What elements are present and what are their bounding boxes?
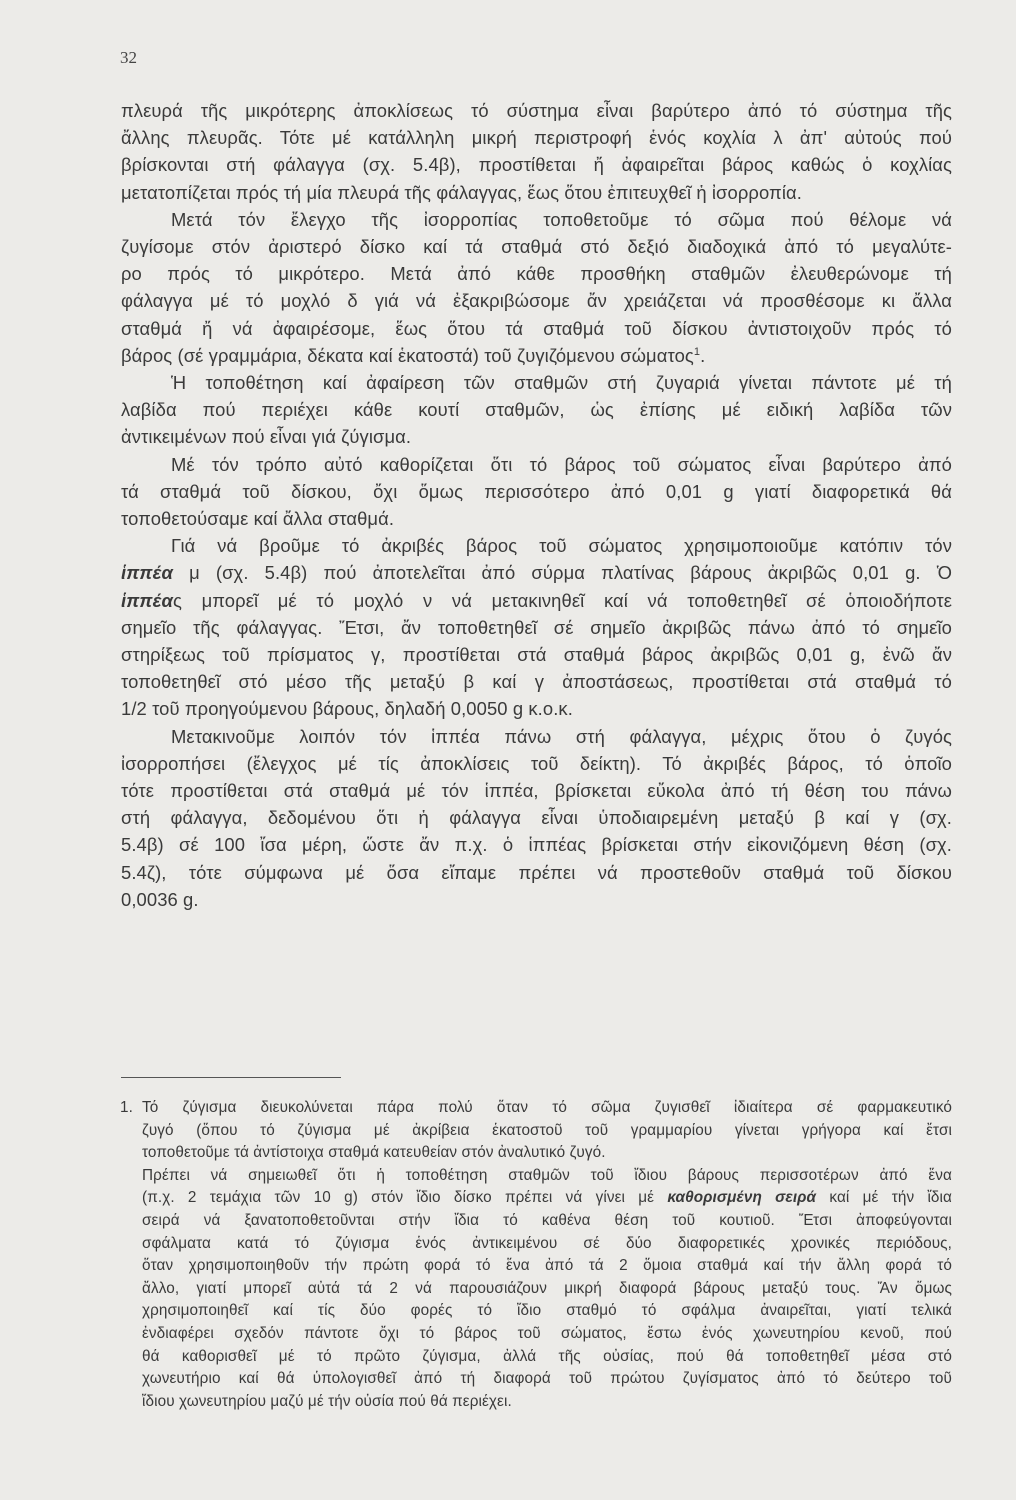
text-line: Μέ τόν τρόπο αὐτό καθορίζεται ὅτι τό βάρος τοῦ σώματος εἶναι βαρύτερο ἀπό [171,453,952,475]
text-line: στή φάλαγγα, δεδομένου ὅτι ἡ φάλαγγα εἶναι ὑποδιαιρεμένη μεταξύ β καί γ (σχ. [121,807,952,829]
footnote-line: Τό ζύγισμα διευκολύνεται πάρα πολύ ὅταν τό σῶμα ζυγισθεῖ ἰδιαίτερα σέ φαρμακευτικό [142,1099,952,1116]
footnote-line: Πρέπει νά σημειωθεῖ ὅτι ἡ τοποθέτηση σταθμῶν τοῦ ἴδιου βάρους περισσοτέρων ἀπό ἕνα [142,1166,952,1184]
text-line: 0,0036 g. [121,888,199,910]
paragraph [121,97,952,206]
text-line: ἱππέας μπορεῖ μέ τό μοχλό ν νά μετακινηθεῖ καί νά τοποθετηθεῖ σέ ὁποιοδήποτε [121,589,952,611]
text-line: τότε προστίθεται στά σταθμά μέ τόν ἱππέα, βρίσκεται εὔκολα ἀπό τή θέση του πάνω [121,780,952,802]
footnote-line: σειρά νά ξανατοποθετοῦνται στήν ἴδια τό καθένα θέση τοῦ κουτιοῦ. Ἔτσι ἀποφεύγονται [142,1211,952,1229]
footnote-line: ἐνδιαφέρει σχεδόν πάντοτε ὄχι τό βάρος τοῦ σώματος, ἔστω ἑνός χωνευτηρίου κενοῦ, πού [142,1324,952,1342]
emphasized-term: ἱππέα [121,589,173,611]
body-text [121,97,952,913]
text-line: ἱππέα μ (σχ. 5.4β) πού ἀποτελεῖται ἀπό σύρμα πλατίνας βάρους ἀκριβῶς 0,01 g. Ὁ [121,562,952,584]
text-line: βρίσκονται στή φάλαγγα (σχ. 5.4β), προστίθεται ἤ ἀφαιρεῖται βάρος καθώς ὁ κοχλίας [121,154,952,176]
text-line: πλευρά τῆς μικρότερης ἀποκλίσεως τό σύστημα εἶναι βαρύτερο ἀπό τό σύστημα τῆς [121,100,952,121]
text-line: ἄλλης πλευρᾶς. Τότε μέ κατάλληλη μικρή περιστροφή ἑνός κοχλία λ ἀπ' αὐτούς πού [121,127,952,149]
paragraph [121,723,952,913]
footnote-paragraph [142,1165,952,1414]
paragraph [121,451,952,533]
text-line: τά σταθμά τοῦ δίσκου, ὄχι ὅμως περισσότερο ἀπό 0,01 g γιατί διαφορετικά θά [121,480,952,502]
text-line: Μετά τόν ἔλεγχο τῆς ἰσορροπίας τοποθετοῦμε τό σῶμα πού θέλομε νά [171,208,952,230]
text-line: σταθμά ἤ νά ἀφαιρέσομε, ἕως ὅτου τά σταθμά τοῦ δίσκου ἀντιστοιχοῦν πρός τό [121,317,952,339]
footnote-line: χρησιμοποιηθεῖ καί τίς δύο φορές τό ἴδιο σταθμό τό σφάλμα ἀναιρεῖται, γιατί τελικά [142,1302,952,1320]
footnote-line: ἄλλο, γιατί μπορεῖ αὐτά τά 2 νά παρουσιάζουν μικρή διαφορά βάρους μεταξύ τους. Ἄν ὅμως [142,1279,952,1297]
footnote-line: ἴδιου χωνευτηρίου μαζύ μέ τήν οὐσία πού θά περιέχει. [142,1392,512,1410]
text-line: σημεῖο τῆς φάλαγγας. Ἔτσι, ἄν τοποθετηθεῖ σέ σημεῖο ἀκριβῶς πάνω ἀπό τό σημεῖο [121,616,952,638]
footnote-line: σφάλματα κατά τό ζύγισμα ἑνός ἀντικειμένου σέ δύο διαφορετικές χρονικές περιόδους, [142,1234,952,1252]
text-line: 5.4β) σέ 100 ἴσα μέρη, ὥστε ἄν π.χ. ὁ ἱππέας βρίσκεται στήν εἰκονιζόμενη θέση (σχ. [121,834,952,856]
footnote-line: θά καθορισθεῖ μέ τό πρῶτο ζύγισμα, ἀλλά τῆς οὐσίας, πού θά τοποθετηθεῖ μέσα στό [142,1347,952,1365]
page-number: 32 [120,48,137,67]
footnote-marker: 1. [120,1099,133,1116]
sentence-end: . [700,344,706,366]
text-line: φάλαγγα μέ τό μοχλό δ γιά νά ἐξακριβώσομε ἄν χρειάζεται νά προσθέσομε κι ἄλλα [121,290,952,312]
text-line: βάρος (σέ γραμμάρια, δέκατα καί ἑκατοστά) τοῦ ζυγιζόμενου σώματος$^1$. [121,344,706,366]
text-line: λαβίδα πού περιέχει κάθε κουτί σταθμῶν, ὡς ἐπίσης μέ ειδική λαβίδα τῶν [121,399,952,421]
text-line: στηρίξεως τοῦ πρίσματος γ, προστίθεται στά σταθμά βάρος ἀκριβῶς 0,01 g, ἐνῶ ἄν [121,644,952,666]
paragraph [121,532,952,722]
text-line: ἀντικειμένων πού εἶναι γιά ζύγισμα. [121,426,412,448]
footnote-paragraph [142,1097,952,1165]
footnote-divider [121,1077,341,1078]
emphasized-term: ἱππέα [121,562,173,584]
footnote-reference[interactable]: 1 [693,345,701,358]
text-line: Ἡ τοποθέτηση καί ἀφαίρεση τῶν σταθμῶν στή ζυγαριά γίνεται πάντοτε μέ τή [171,372,952,394]
text-line: τοποθετούσαμε καί ἄλλα σταθμά. [121,508,395,530]
text-line: 5.4ζ), τότε σύμφωνα μέ ὅσα εἴπαμε πρέπει νά προστεθοῦν σταθμά τοῦ δίσκου [121,861,952,883]
footnote-1 [121,1097,952,1413]
emphasized-term: καθορισμένη σειρά [667,1189,817,1207]
paragraph [121,206,952,369]
footnote-line: χωνευτήριο καί θά ὑπολογισθεῖ ἀπό τή διαφορά τοῦ πρώτου ζυγίσματος ἀπό τό δεύτερο τοῦ [142,1370,952,1388]
text-line: Μετακινοῦμε λοιπόν τόν ἱππέα πάνω στή φάλαγγα, μέχρις ὅτου ὁ ζυγός [171,725,952,747]
footnote-line: (π.χ. 2 τεμάχια τῶν 10 g) στόν ἴδιο δίσκο πρέπει νά γίνει μέ καθορισμένη σειρά καί μέ τήν ἴδια [142,1189,952,1207]
text-line: τοποθετηθεῖ στό μέσο τῆς μεταξύ β καί γ ἀποστάσεως, προστίθεται στά σταθμά τό [121,671,952,693]
text-line: 1/2 τοῦ προηγούμενου βάρους, δηλαδή 0,0050 g κ.ο.κ. [121,698,573,720]
footnotes [121,1097,952,1413]
footnote-line: τοποθετοῦμε τά ἀντίστοιχα σταθμά κατευθείαν στόν ἀναλυτικό ζυγό. [142,1144,606,1162]
text-line: ρο πρός τό μικρότερο. Μετά ἀπό κάθε προσθήκη σταθμῶν ἐλευθερώνομε τή [121,263,952,285]
text-line: μετατοπίζεται πρός τή μία πλευρά τῆς φάλαγγας, ἕως ὅτου ἐπιτευχθεῖ ἡ ἰσορροπία. [121,181,802,203]
paragraph [121,369,952,451]
text-line: ἰσορροπήσει (ἔλεγχος μέ τίς ἀποκλίσεις τοῦ δείκτη). Τό ἀκριβές βάρος, τό ὁποῖο [121,752,952,774]
text-line: Γιά νά βροῦμε τό ἀκριβές βάρος τοῦ σώματος χρησιμοποιοῦμε κατόπιν τόν [171,535,952,557]
footnote-line: ὅταν χρησιμοποιηθοῦν τήν πρώτη φορά τό ἕνα ἀπό τά 2 ὅμοια σταθμά καί τήν ἄλλη φορά τό [142,1257,952,1275]
text-line: ζυγίσομε στόν ἀριστερό δίσκο καί τά σταθμά στό δεξιό διαδοχικά ἀπό τό μεγαλύτε- [121,236,952,258]
footnote-line: ζυγό (ὅπου τό ζύγισμα μέ ἀκρίβεια ἑκατοστοῦ τοῦ γραμμαρίου γίνεται γρήγορα καί ἔτσι [142,1121,952,1139]
